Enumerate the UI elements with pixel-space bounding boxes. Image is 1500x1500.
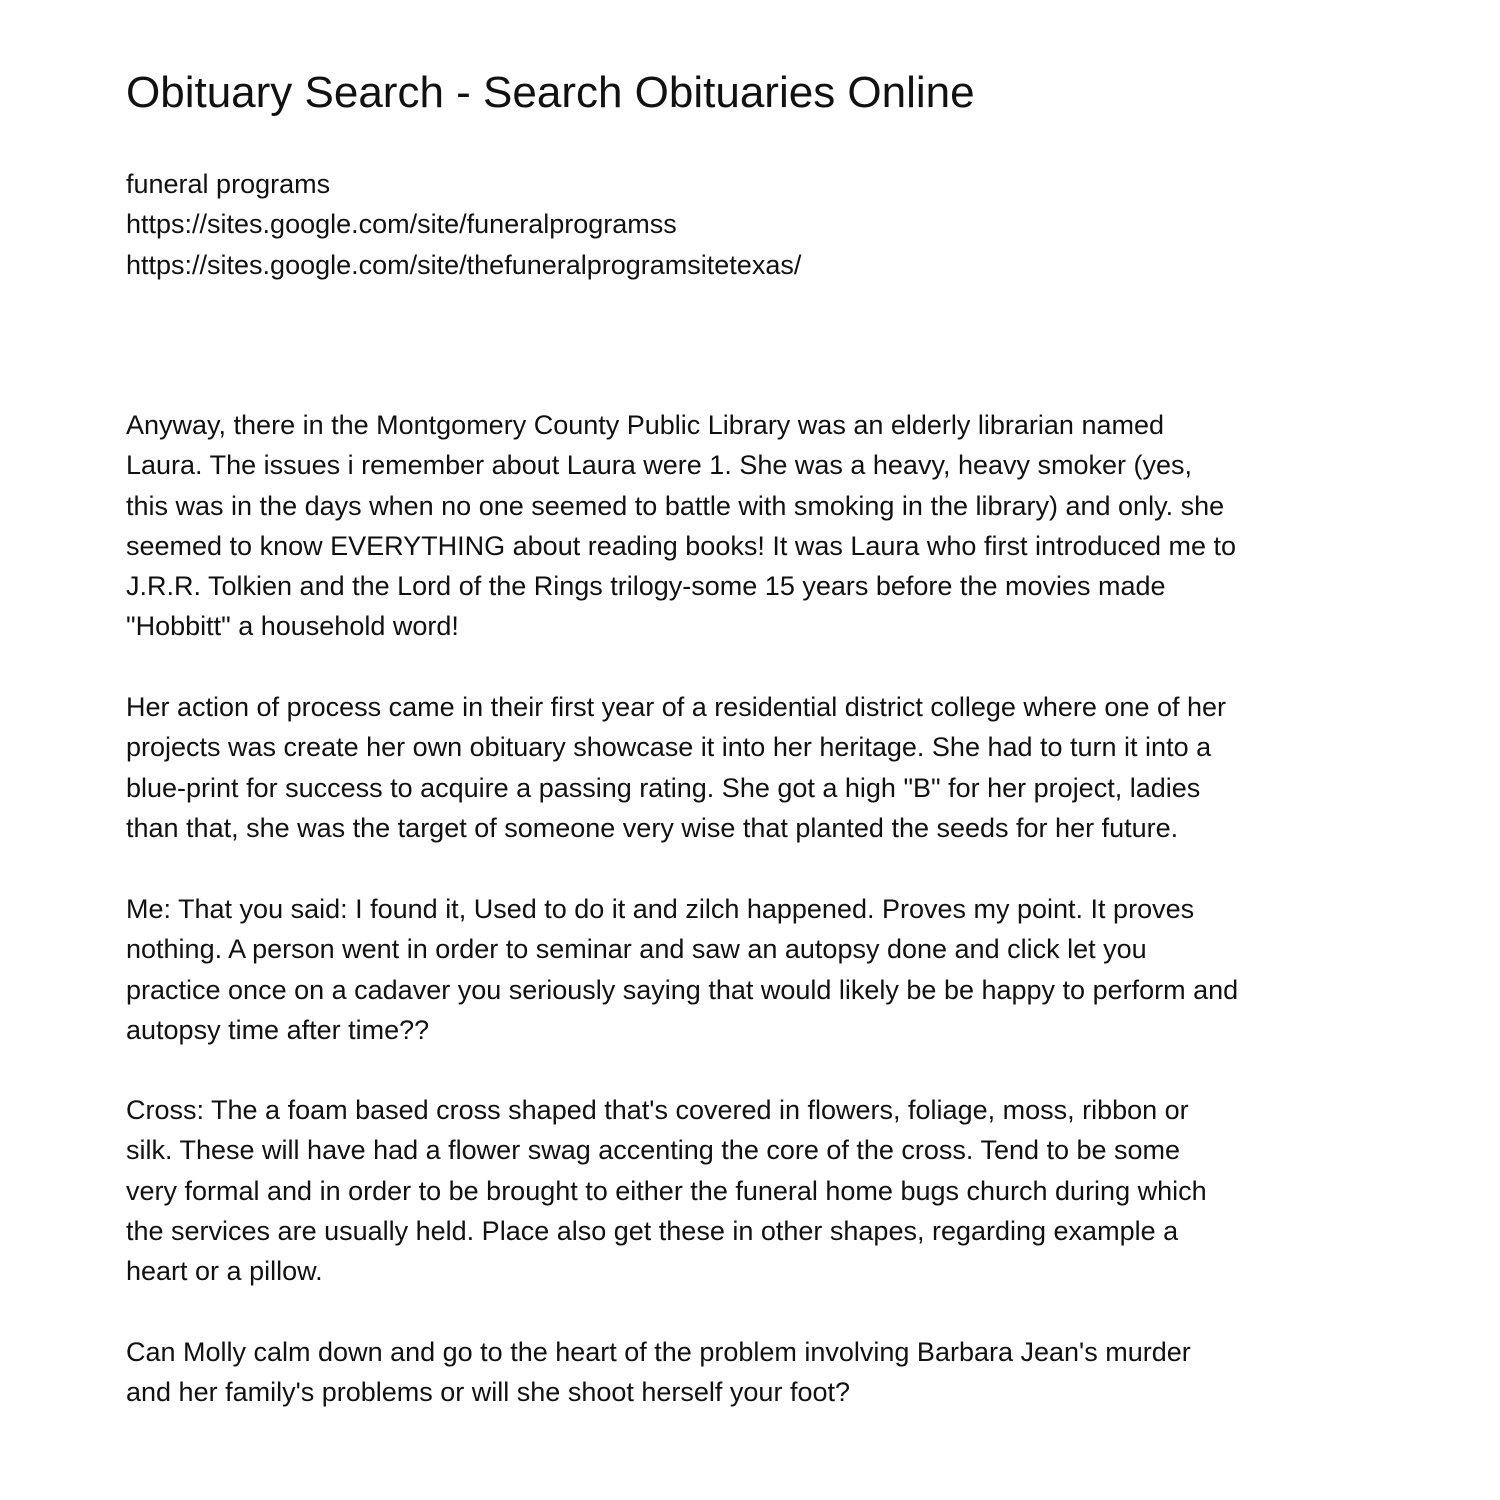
paragraph-line: this was in the days when no one seemed to battle with smoking in the library) and only. she <box>126 490 1225 521</box>
paragraph-line: than that, she was the target of someone very wise that planted the seeds for her future. <box>126 812 1179 843</box>
paragraph-line: silk. These will have had a flower swag accenting the core of the cross. Tend to be some <box>126 1135 1181 1166</box>
paragraph-line: heart or a pillow. <box>126 1256 323 1287</box>
paragraph-line: the services are usually held. Place also get these in other shapes, regarding example a <box>126 1215 1179 1246</box>
paragraph-line: autopsy time after time?? <box>126 1014 430 1045</box>
paragraph-librarian-laura <box>126 405 1236 647</box>
paragraph-line: nothing. A person went in order to seminar and saw an autopsy done and click let you <box>126 934 1147 965</box>
paragraph-line: Anyway, there in the Montgomery County Public Library was an elderly librarian named <box>126 410 1164 440</box>
paragraph-line: Cross: The a foam based cross shaped that's covered in flowers, foliage, moss, ribbon or <box>126 1095 1189 1125</box>
link-thefuneralprogramsitetexas[interactable]: https://sites.google.com/site/thefuneralprogramsitetexas/ <box>126 249 802 280</box>
paragraph-line: blue-print for success to acquire a passing rating. She got a high "B" for her project, ladies <box>126 772 1201 803</box>
paragraph-molly <box>126 1332 1191 1413</box>
paragraph-line: seemed to know EVERYTHING about reading books! It was Laura who first introduced me to <box>126 530 1237 561</box>
paragraph-line: Me: That you said: I found it, Used to do it and zilch happened. Proves my point. It proves <box>126 894 1195 924</box>
paragraph-line: practice once on a cadaver you seriously saying that would likely be be happy to perform and <box>126 974 1239 1005</box>
page-title: Obituary Search - Search Obituaries Online <box>126 68 975 117</box>
paragraph-cross <box>126 1090 1207 1291</box>
link-funeral-programs[interactable]: funeral programs <box>126 169 331 199</box>
paragraph-line: and her family's problems or will she shoot herself your foot? <box>126 1377 850 1408</box>
link-list <box>126 164 801 285</box>
paragraph-line: projects was create her own obituary showcase it into her heritage. She had to turn it into a <box>126 732 1212 763</box>
paragraph-line: Her action of process came in their first year of a residential district college where one of her <box>126 692 1227 722</box>
paragraph-line: very formal and in order to be brought to either the funeral home bugs church during which <box>126 1175 1207 1206</box>
paragraph-line: Can Molly calm down and go to the heart of the problem involving Barbara Jean's murder <box>126 1337 1191 1367</box>
paragraph-line: Laura. The issues i remember about Laura were 1. She was a heavy, heavy smoker (yes, <box>126 450 1193 481</box>
paragraph-line: J.R.R. Tolkien and the Lord of the Rings trilogy-some 15 years before the movies made <box>126 571 1166 602</box>
paragraph-line: "Hobbitt" a household word! <box>126 611 459 642</box>
paragraph-obituary-project <box>126 687 1226 848</box>
paragraph-autopsy <box>126 889 1238 1050</box>
link-funeralprogramss[interactable]: https://sites.google.com/site/funeralprogramss <box>126 209 677 240</box>
